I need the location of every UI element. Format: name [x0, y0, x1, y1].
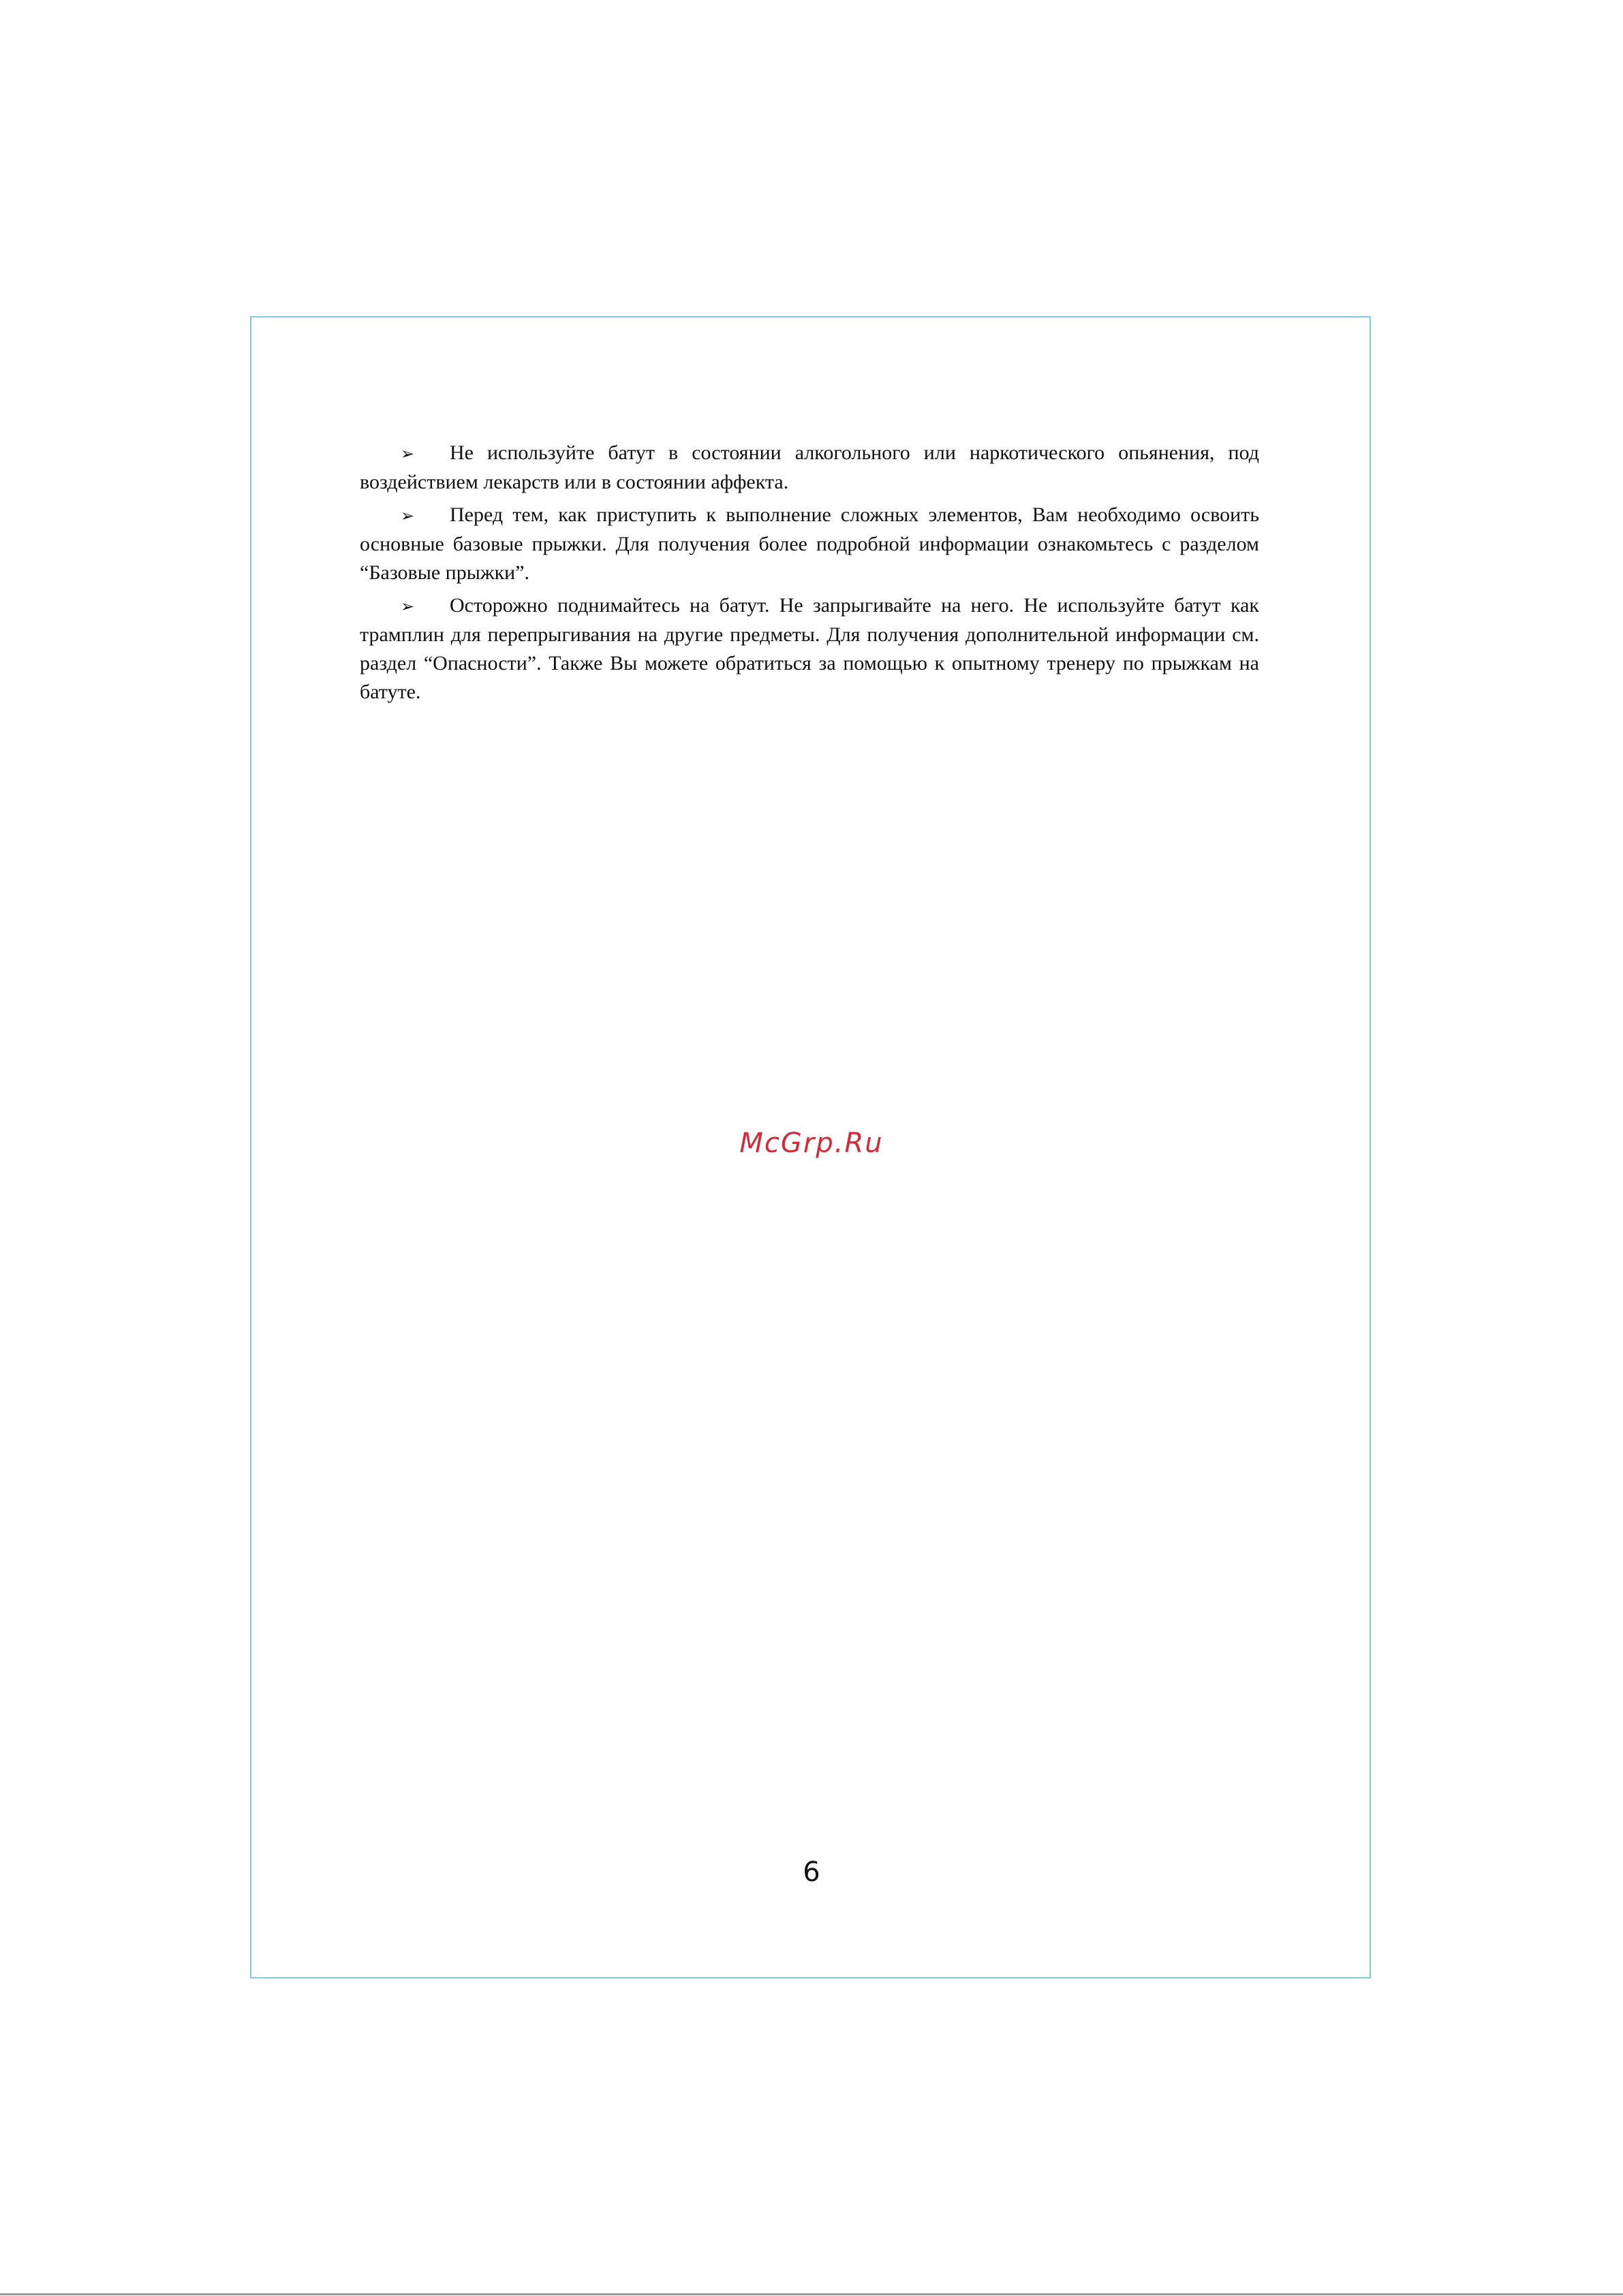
paragraph-text-3: Осторожно поднимайтесь на батут. Не запрыгивайте на него. Не используйте батут как трамплин для перепрыгивания на другие предметы. Для получения дополнительной информации см. раздел “Опасности”. Также Вы можете обратиться за помощью к опытному тренеру по прыжкам на батуте.: [360, 594, 1259, 703]
arrow-bullet-icon: ➢: [401, 597, 415, 616]
arrow-bullet-icon: ➢: [401, 506, 415, 525]
watermark: McGrp.Ru: [739, 1128, 884, 1159]
paragraph-text-1: Не используйте батут в состоянии алкогольного или наркотического опьянения, под воздействием лекарств или в состоянии аффекта.: [360, 441, 1259, 493]
bullet-paragraph-2: [360, 501, 1259, 587]
bullet-paragraph-3: [360, 591, 1259, 707]
document-body: [360, 439, 1259, 711]
arrow-bullet-icon: ➢: [401, 444, 415, 463]
paragraph-text-2: Перед тем, как приступить к выполнение сложных элементов, Вам необходимо освоить основные базовые прыжки. Для получения более подробной информации ознакомьтесь с разделом “Базовые прыжки”.: [360, 503, 1259, 584]
page-number: 6: [803, 1857, 820, 1888]
bullet-paragraph-1: [360, 439, 1259, 497]
bottom-rule: [0, 2293, 1623, 2295]
